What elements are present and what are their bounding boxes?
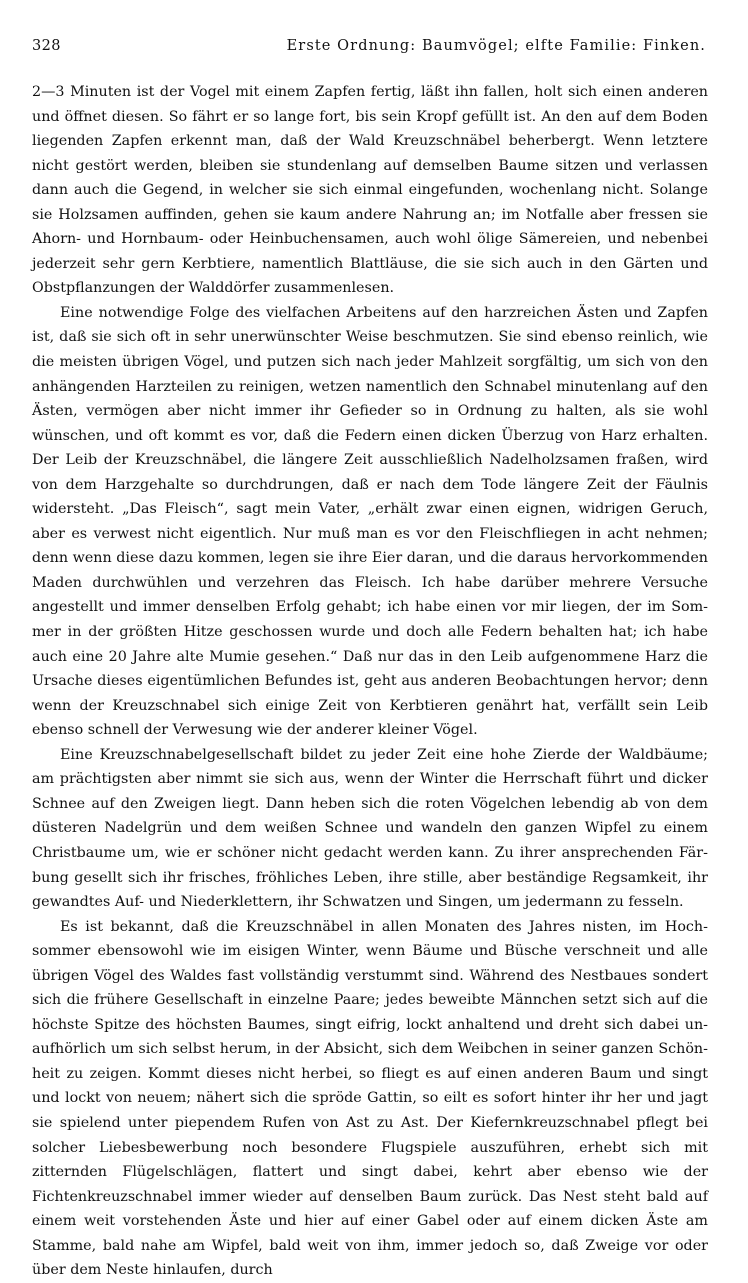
body-text: [32, 80, 708, 1283]
paragraph-3: Eine Kreuzschnabelgesellschaft bildet zu jeder Zeit eine hohe Zierde der Waldbäume; am prächtigsten aber nimmt sie sich aus, wenn der Winter die Herrschaft führt und dicker Schnee auf den Zweigen liegt. Dann heben sich die roten Vögelchen lebendig ab von dem düsteren Nadelgrün und dem weißen Schnee und wandeln den ganzen Wipfel zu einem Christbaume um, wie er schöner nicht gedacht werden kann. Zu ihrer ansprechenden Färbung gesellt sich ihr frisches, fröhliches Leben, ihre stille, aber beständige Regsamkeit, ihr gewandtes Auf- und Niederklettern, ihr Schwatzen und Singen, um jedermann zu fesseln.: [32, 746, 708, 911]
paragraph-4: Es ist bekannt, daß die Kreuzschnäbel in allen Monaten des Jahres nisten, im Hochsommer ebensowohl wie im eisigen Winter, wenn Bäume und Büsche verschneit und alle übrigen Vögel des Waldes fast vollständig verstummt sind. Während des Nestbaues sondert sich die frühere Gesellschaft in einzelne Paare; jedes beweibte Männchen setzt sich auf die höchste Spitze des höchsten Baumes, singt eifrig, lockt anhaltend und dreht sich dabei unaufhörlich um sich selbst herum, in der Absicht, sich dem Weibchen in seiner ganzen Schönheit zu zeigen. Kommt dieses nicht herbei, so fliegt es auf einen anderen Baum und singt und lockt von neuem; nähert sich die spröde Gattin, so eilt es sofort hinter ihr her und jagt sie spielend unter piependem Rufen von Ast zu Ast. Der Kiefernkreuzschnabel pflegt bei solcher Liebesbewerbung noch besondere Flugspiele auszuführen, erhebt sich mit zitternden Flügelschlägen, flattert und singt dabei, kehrt aber ebenso wie der Fichtenkreuzschnabel immer wieder auf denselben Baum zurück. Das Nest steht bald auf einem weit vorstehenden Äste und hier auf einer Gabel oder auf einem dicken Äste am Stamme, bald nahe am Wipfel, bald weit von ihm, immer jedoch so, daß Zweige vor oder über dem Neste hinlaufen, durch: [32, 918, 708, 1279]
book-page: [32, 38, 708, 1283]
running-head: Erste Ordnung: Baumvögel; elfte Familie: Finken.: [286, 38, 706, 54]
page-number: 328: [32, 38, 61, 54]
paragraph-2: Eine notwendige Folge des vielfachen Arbeitens auf den harzreichen Ästen und Zapfen ist, daß sie sich oft in sehr unerwünschter Weise beschmutzen. Sie sind ebenso reinlich, wie die meisten übrigen Vögel, und putzen sich nach jeder Mahlzeit sorgfältig, um sich von den anhängenden Harzteilen zu reinigen, wetzen namentlich den Schnabel minutenlang auf den Ästen, vermögen aber nicht immer ihr Gefieder so in Ordnung zu halten, als sie wohl wünschen, und oft kommt es vor, daß die Federn einen dicken Überzug von Harz erhalten. Der Leib der Kreuzschnäbel, die längere Zeit ausschließlich Nadelholzsamen fraßen, wird von dem Harzgehalte so durchdrungen, daß er nach dem Tode längere Zeit der Fäulnis widersteht. „Das Fleisch“, sagt mein Vater, „erhält zwar einen eignen, widrigen Geruch, aber es verwest nicht eigentlich. Nur muß man es vor den Fleischfliegen in acht nehmen; denn wenn diese dazu kommen, legen sie ihre Eier daran, und die daraus hervorkommenden Maden durchwühlen und verzehren das Fleisch. Ich habe darüber mehrere Versuche angestellt und immer denselben Erfolg gehabt; ich habe einen vor mir liegen, der im Sommer in der größten Hitze geschossen wurde und doch alle Federn behalten hat; ich habe auch eine 20 Jahre alte Mumie gesehen.“ Daß nur das in den Leib aufgenommene Harz die Ursache dieses eigentümlichen Befundes ist, geht aus anderen Beobachtungen hervor; denn wenn der Kreuzschnabel sich einige Zeit von Kerbtieren genährt hat, verfällt sein Leib ebenso schnell der Verwesung wie der anderer kleiner Vögel.: [32, 304, 708, 739]
paragraph-1: 2—3 Minuten ist der Vogel mit einem Zapfen fertig, läßt ihn fallen, holt sich einen anderen und öffnet diesen. So fährt er so lange fort, bis sein Kropf gefüllt ist. An den auf dem Boden liegenden Zapfen erkennt man, daß der Wald Kreuzschnäbel beherbergt. Wenn letztere nicht gestört werden, bleiben sie stundenlang auf demselben Baume sitzen und verlassen dann auch die Gegend, in welcher sie sich einmal eingefunden, wochenlang nicht. Solange sie Holzsamen auffinden, gehen sie kaum andere Nahrung an; im Notfalle aber fressen sie Ahorn- und Hornbaum- oder Heinbuchensamen, auch wohl ölige Sämereien, und nebenbei jederzeit sehr gern Kerbtiere, namentlich Blattläuse, die sie sich auch in den Gärten und Obstpflanzungen der Walddörfer zusammenlesen.: [32, 84, 708, 297]
page-header: [32, 38, 708, 60]
